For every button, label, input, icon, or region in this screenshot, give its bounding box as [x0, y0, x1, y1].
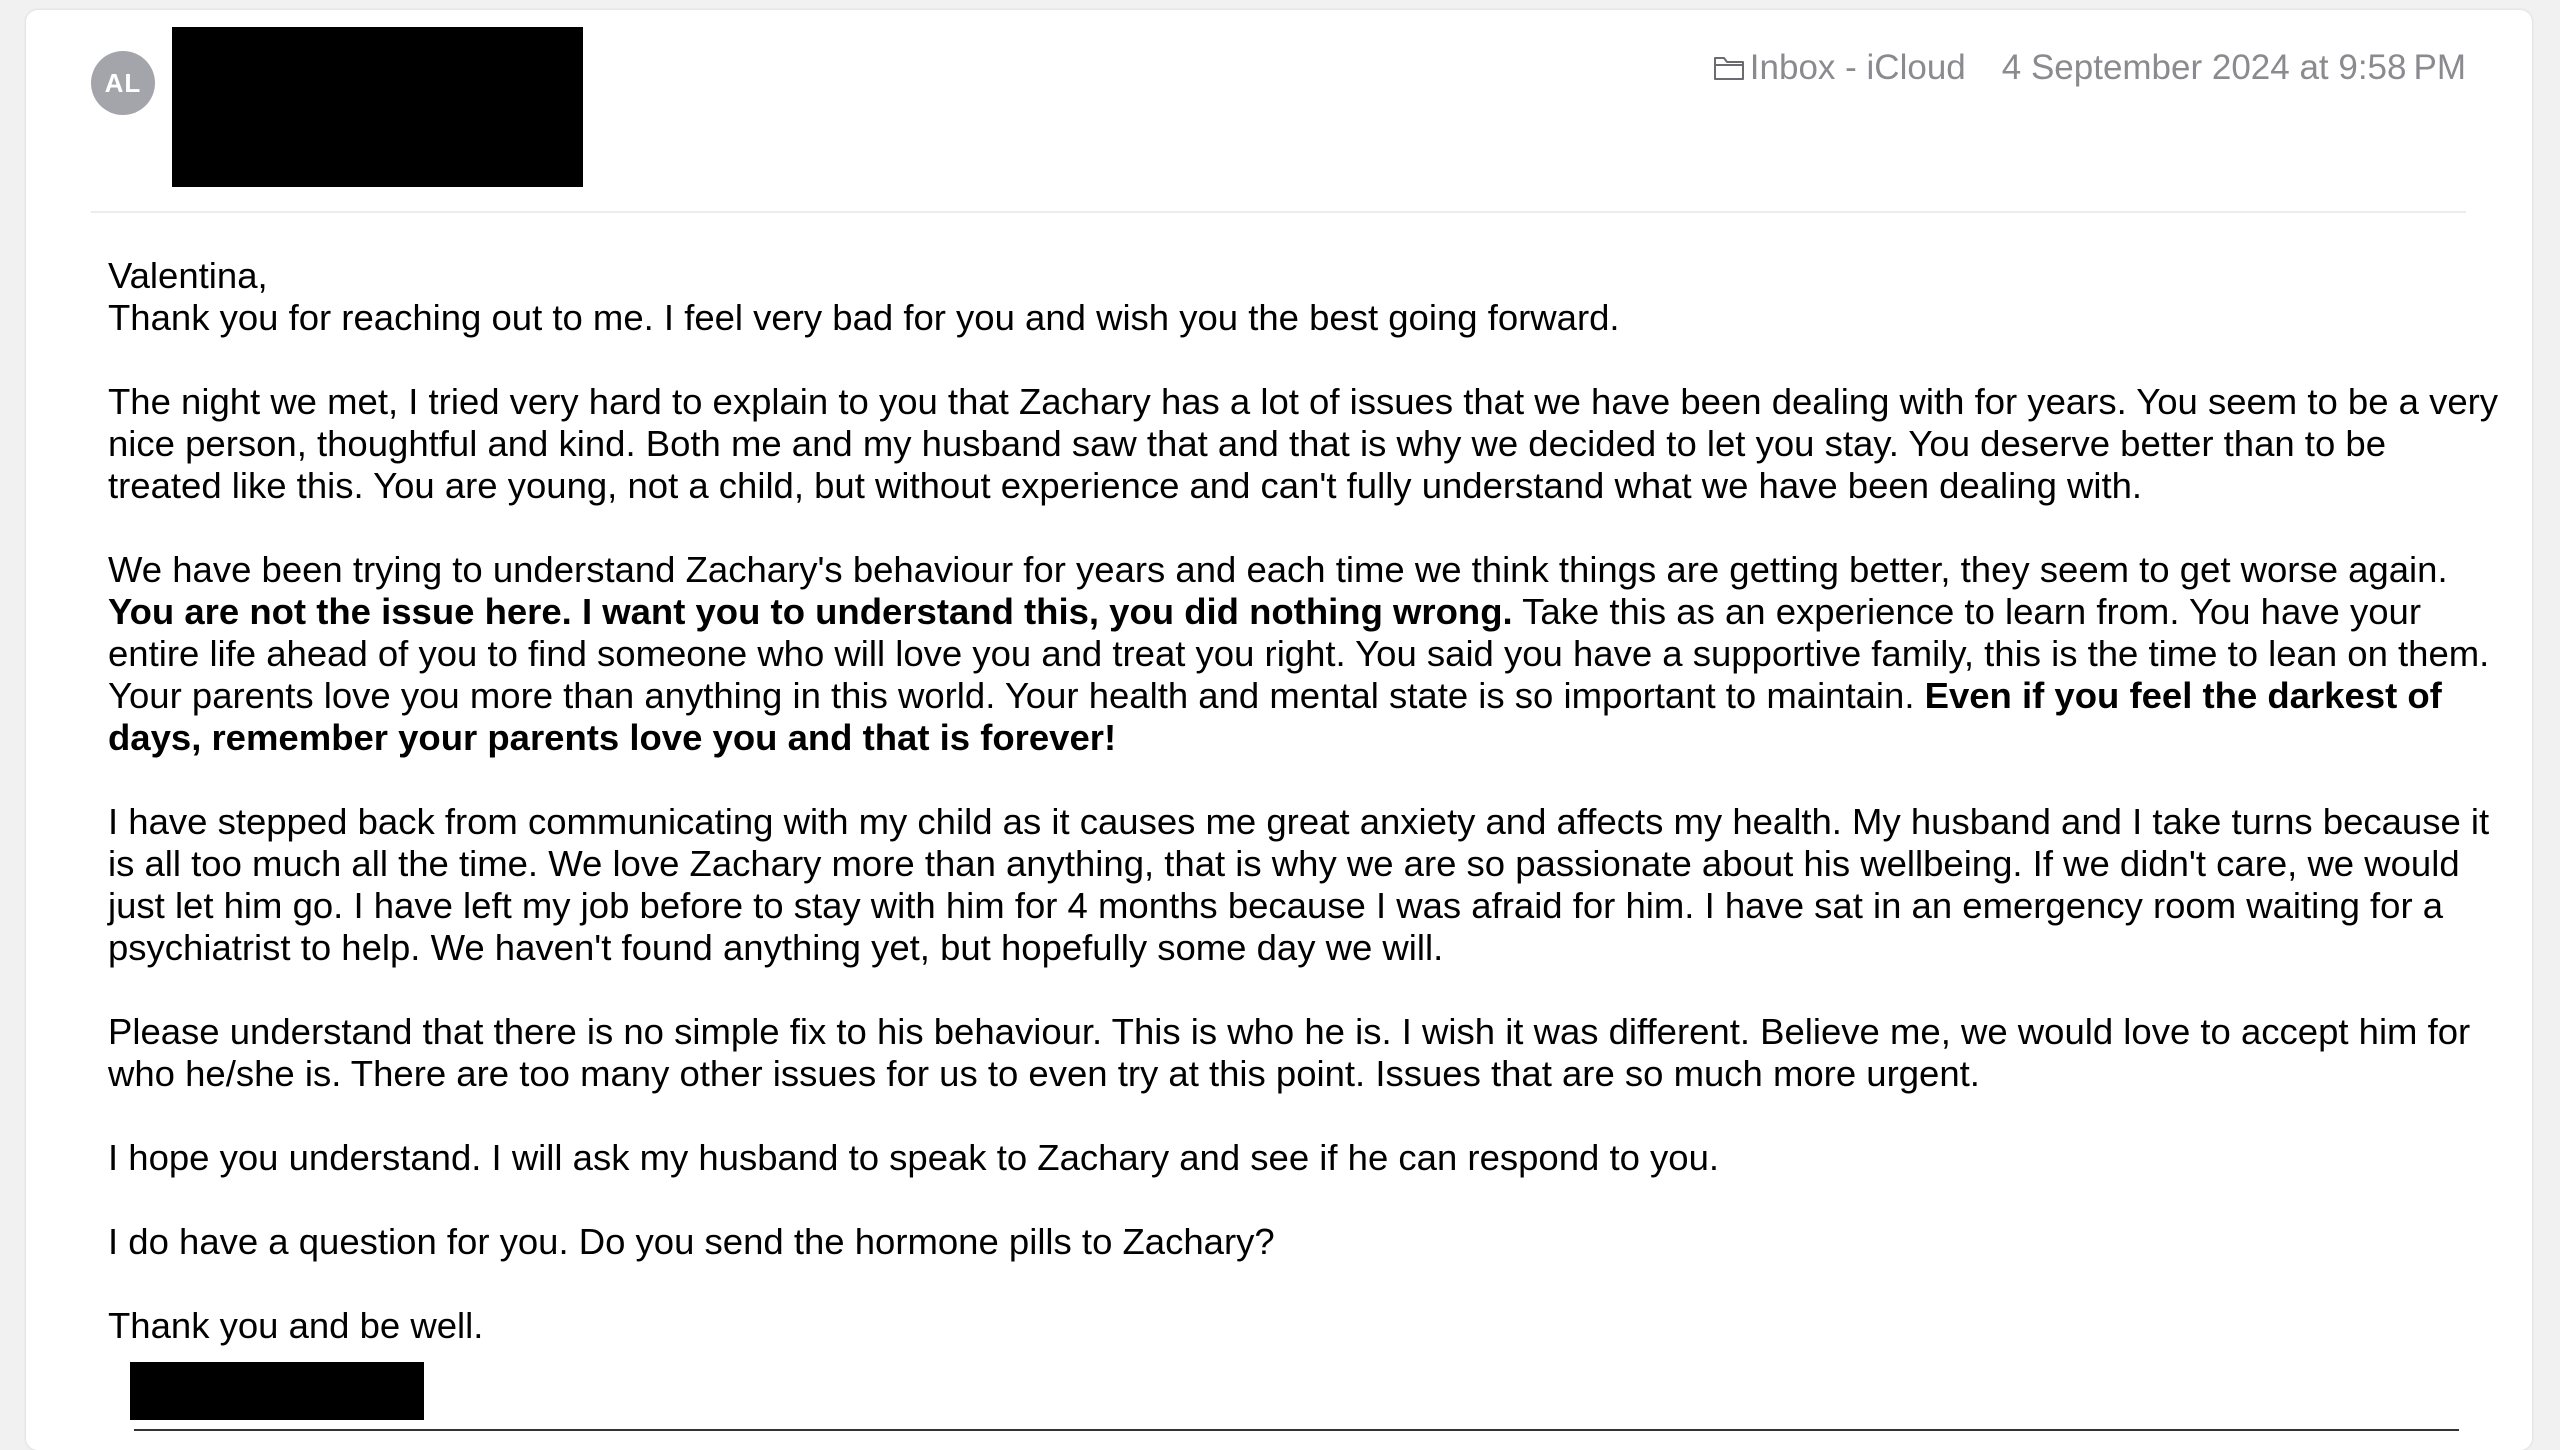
paragraph-3-bold-a: You are not the issue here. I want you to understand this, you did nothing wrong.	[108, 591, 1513, 632]
paragraph-6: I hope you understand. I will ask my husband to speak to Zachary and see if he can respond to you.	[108, 1137, 1720, 1178]
avatar-initials: AL	[104, 68, 142, 98]
mailbox-label[interactable]: Inbox - iCloud	[1749, 48, 1966, 87]
email-window	[26, 10, 2532, 1450]
message-date: 4 September 2024 at 9:58 PM	[2001, 48, 2466, 87]
message-body	[108, 255, 2508, 1347]
paragraph-1: Thank you for reaching out to me. I feel very bad for you and wish you the best going forward.	[108, 297, 1620, 338]
message-meta	[1712, 48, 2466, 88]
sender-avatar[interactable]	[91, 51, 155, 115]
paragraph-5: Please understand that there is no simple fix to his behaviour. This is who he is. I wish it was different. Believe me, we would love to accept him for who he/she is. There are too many other issues for us to even try at this point. Issues that are so much more urgent.	[108, 1011, 2471, 1094]
signature-redaction	[130, 1362, 424, 1420]
closing: Thank you and be well.	[108, 1305, 484, 1346]
paragraph-3	[108, 549, 2508, 759]
sender-redaction	[172, 27, 583, 187]
paragraph-4: I have stepped back from communicating with my child as it causes me great anxiety and affects my health. My husband and I take turns because it is all too much all the time. We love Zachary more than anything, that is why we are so passionate about his wellbeing. If we didn't care, we would just let him go. I have left my job before to stay with him for 4 months because I was afraid for him. I have sat in an emergency room waiting for a psychiatrist to help. We haven't found anything yet, but hopefully some day we will.	[108, 801, 2490, 968]
header-divider	[91, 211, 2466, 213]
paragraph-3-text-a: We have been trying to understand Zachary's behaviour for years and each time we think things are getting better, they seem to get worse again.	[108, 549, 2448, 590]
paragraph-3-bold-b: Even if you feel the darkest of days, remember your parents love you and that is forever!	[108, 675, 2442, 758]
paragraph-2: The night we met, I tried very hard to explain to you that Zachary has a lot of issues that we have been dealing with for years. You seem to be a very nice person, thoughtful and kind. Both me and my husband saw that and that is why we decided to let you stay. You deserve better than to be treated like this. You are young, not a child, but without experience and can't fully understand what we have been dealing with.	[108, 381, 2499, 506]
folder-icon	[1712, 51, 1746, 85]
greeting: Valentina,	[108, 255, 268, 296]
paragraph-7: I do have a question for you. Do you send the hormone pills to Zachary?	[108, 1221, 1275, 1262]
paragraph-3-text-b: Take this as an experience to learn from. You have your entire life ahead of you to find someone who will love you and treat you right. You said you have a supportive family, this is the time to lean on them. Your parents love you more than anything in this world. Your health and mental state is so important to maintain.	[108, 591, 2490, 716]
signature-rule	[134, 1429, 2459, 1431]
